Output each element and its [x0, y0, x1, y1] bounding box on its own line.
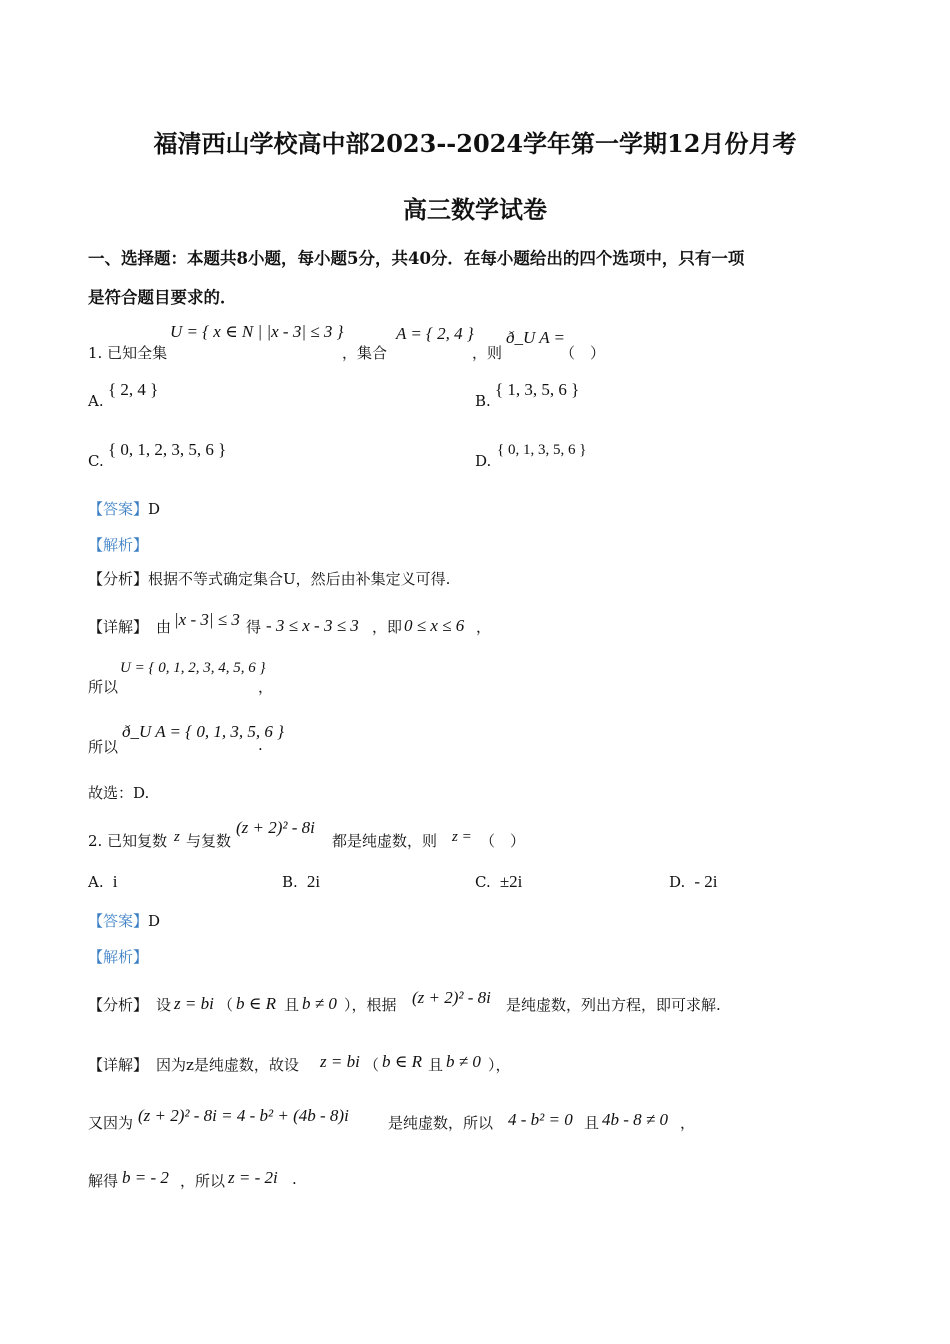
option-value: { 1, 3, 5, 6 }: [495, 380, 580, 399]
detail-text: ，: [476, 618, 492, 636]
option-value: i: [112, 872, 118, 891]
option-value: 2i: [306, 872, 321, 891]
detail-math: z = - 2i: [228, 1168, 278, 1187]
detail-text: 因为z是纯虚数，故设: [156, 1056, 299, 1074]
detail-math: ð_U A = { 0, 1, 3, 5, 6 }: [122, 722, 284, 741]
option-label: A.: [88, 392, 104, 410]
fenxi-text: 设: [156, 996, 172, 1014]
q1-paren: （ ）: [560, 344, 606, 362]
detail-text: （: [364, 1056, 380, 1074]
q2-prefix: 2. 已知复数: [88, 832, 168, 850]
option-label: D.: [669, 873, 686, 891]
section-heading-line2: 是符合题目要求的．: [88, 288, 237, 307]
q1-answer: [88, 498, 160, 519]
detail-text: .: [258, 736, 263, 754]
section-heading-line1: 一、选择题：本题共8小题，每小题5分，共40分．在每小题给出的四个选项中，只有一项: [88, 249, 745, 268]
exam-title-line2: 高三数学试卷: [403, 195, 547, 224]
option-label: C.: [475, 873, 491, 891]
q1-mid1: ，集合: [342, 344, 388, 362]
q2-z: z: [174, 829, 180, 845]
detail-text: 又因为: [88, 1114, 134, 1132]
detail-text: 且: [584, 1114, 600, 1132]
detail-text: .: [292, 1170, 297, 1188]
q2-option-d: [669, 872, 718, 892]
q1-mid2: ，则: [472, 344, 503, 362]
option-label: B.: [475, 392, 491, 410]
fenxi-text: 根据不等式确定集合U，然后由补集定义可得.: [148, 570, 451, 588]
detail-math: 4b - 8 ≠ 0: [602, 1110, 668, 1129]
detail-tag: 【详解】: [88, 1056, 149, 1074]
q2-paren: （ ）: [480, 832, 526, 850]
q2-option-c: [475, 872, 522, 892]
detail-math: 4 - b² = 0: [508, 1110, 573, 1129]
option-value: { 2, 4 }: [108, 380, 159, 399]
detail-math: b ≠ 0: [446, 1052, 481, 1071]
detail-text: ，所以: [180, 1172, 226, 1190]
option-label: D.: [475, 452, 492, 470]
detail-text: 是纯虚数，所以: [388, 1114, 494, 1132]
detail-text: 所以: [88, 738, 119, 756]
fenxi-tag: 【分析】: [88, 996, 149, 1014]
detail-math: b ∈ R: [382, 1052, 422, 1071]
q1-fenxi: [88, 568, 450, 589]
detail-math: |x - 3| ≤ 3: [174, 610, 240, 629]
option-value: { 0, 1, 3, 5, 6 }: [497, 442, 587, 458]
detail-text: ，即: [372, 618, 403, 636]
detail-math: b = - 2: [122, 1168, 169, 1187]
option-value: { 0, 1, 2, 3, 5, 6 }: [108, 440, 227, 459]
fenxi-math: (z + 2)² - 8i: [412, 988, 491, 1007]
detail-math: U = { 0, 1, 2, 3, 4, 5, 6 }: [120, 660, 266, 676]
q2-option-a: [88, 872, 117, 892]
detail-math: (z + 2)² - 8i = 4 - b² + (4b - 8)i: [138, 1106, 349, 1125]
q1-conclusion: 故选：D.: [88, 784, 150, 802]
q2-ask: z =: [452, 829, 472, 845]
q1-detail-line2: [88, 656, 888, 696]
q2-mid2: 都是纯虚数，则: [332, 832, 438, 850]
question-1-stem: [88, 322, 908, 362]
answer-tag: 【答案】: [88, 500, 149, 518]
q1-set-a: A = { 2, 4 }: [396, 324, 474, 343]
detail-math: 0 ≤ x ≤ 6: [404, 616, 465, 635]
exam-title-line1: 福清西山学校高中部2023--2024学年第一学期12月份月考: [153, 129, 797, 158]
detail-text: 所以: [88, 678, 119, 696]
q1-prefix: 1. 已知全集: [88, 344, 168, 362]
fenxi-math: b ≠ 0: [302, 994, 337, 1013]
answer-tag: 【答案】: [88, 912, 149, 930]
q1-detail-line3: [88, 716, 888, 756]
q2-option-b: [282, 872, 320, 892]
detail-text: ，: [680, 1114, 696, 1132]
fenxi-math: b ∈ R: [236, 994, 276, 1013]
fenxi-text: 是纯虚数，列出方程，即可求解.: [506, 996, 721, 1014]
detail-text: ），: [488, 1056, 511, 1074]
detail-text: 得: [246, 618, 262, 636]
answer-value: D: [148, 912, 161, 930]
option-label: C.: [88, 452, 104, 470]
option-label: A.: [88, 873, 104, 891]
q2-expr: (z + 2)² - 8i: [236, 818, 315, 837]
option-value: ±2i: [499, 872, 523, 891]
detail-text: ，: [258, 678, 274, 696]
q1-complement: ð_U A =: [506, 328, 566, 347]
detail-math: - 3 ≤ x - 3 ≤ 3: [266, 616, 359, 635]
q2-detail-line1: [88, 1044, 908, 1078]
q1-detail-line1: [88, 606, 888, 640]
q1-universal-set: U = { x ∈ N | |x - 3| ≤ 3 }: [170, 322, 344, 341]
fenxi-text: ），根据: [344, 996, 397, 1014]
fenxi-tag: 【分析】: [88, 570, 149, 588]
answer-value: D: [148, 500, 161, 518]
detail-text: 解得: [88, 1172, 119, 1190]
question-2-stem: [88, 816, 908, 850]
option-value: - 2i: [694, 872, 718, 891]
fenxi-text: 且: [284, 996, 300, 1014]
q2-fenxi: [88, 984, 908, 1018]
detail-tag: 【详解】: [88, 618, 149, 636]
q2-detail-line2: [88, 1102, 908, 1136]
detail-text: 且: [428, 1056, 444, 1074]
fenxi-math: z = bi: [174, 994, 214, 1013]
detail-math: z = bi: [320, 1052, 360, 1071]
q2-mid1: 与复数: [186, 832, 232, 850]
q2-detail-line3: [88, 1160, 908, 1194]
option-label: B.: [282, 873, 298, 891]
q2-analysis-tag: 【解析】: [88, 948, 149, 966]
q2-answer: [88, 910, 160, 931]
detail-text: 由: [156, 618, 172, 636]
q1-analysis-tag: 【解析】: [88, 536, 149, 554]
fenxi-text: （: [218, 996, 234, 1014]
